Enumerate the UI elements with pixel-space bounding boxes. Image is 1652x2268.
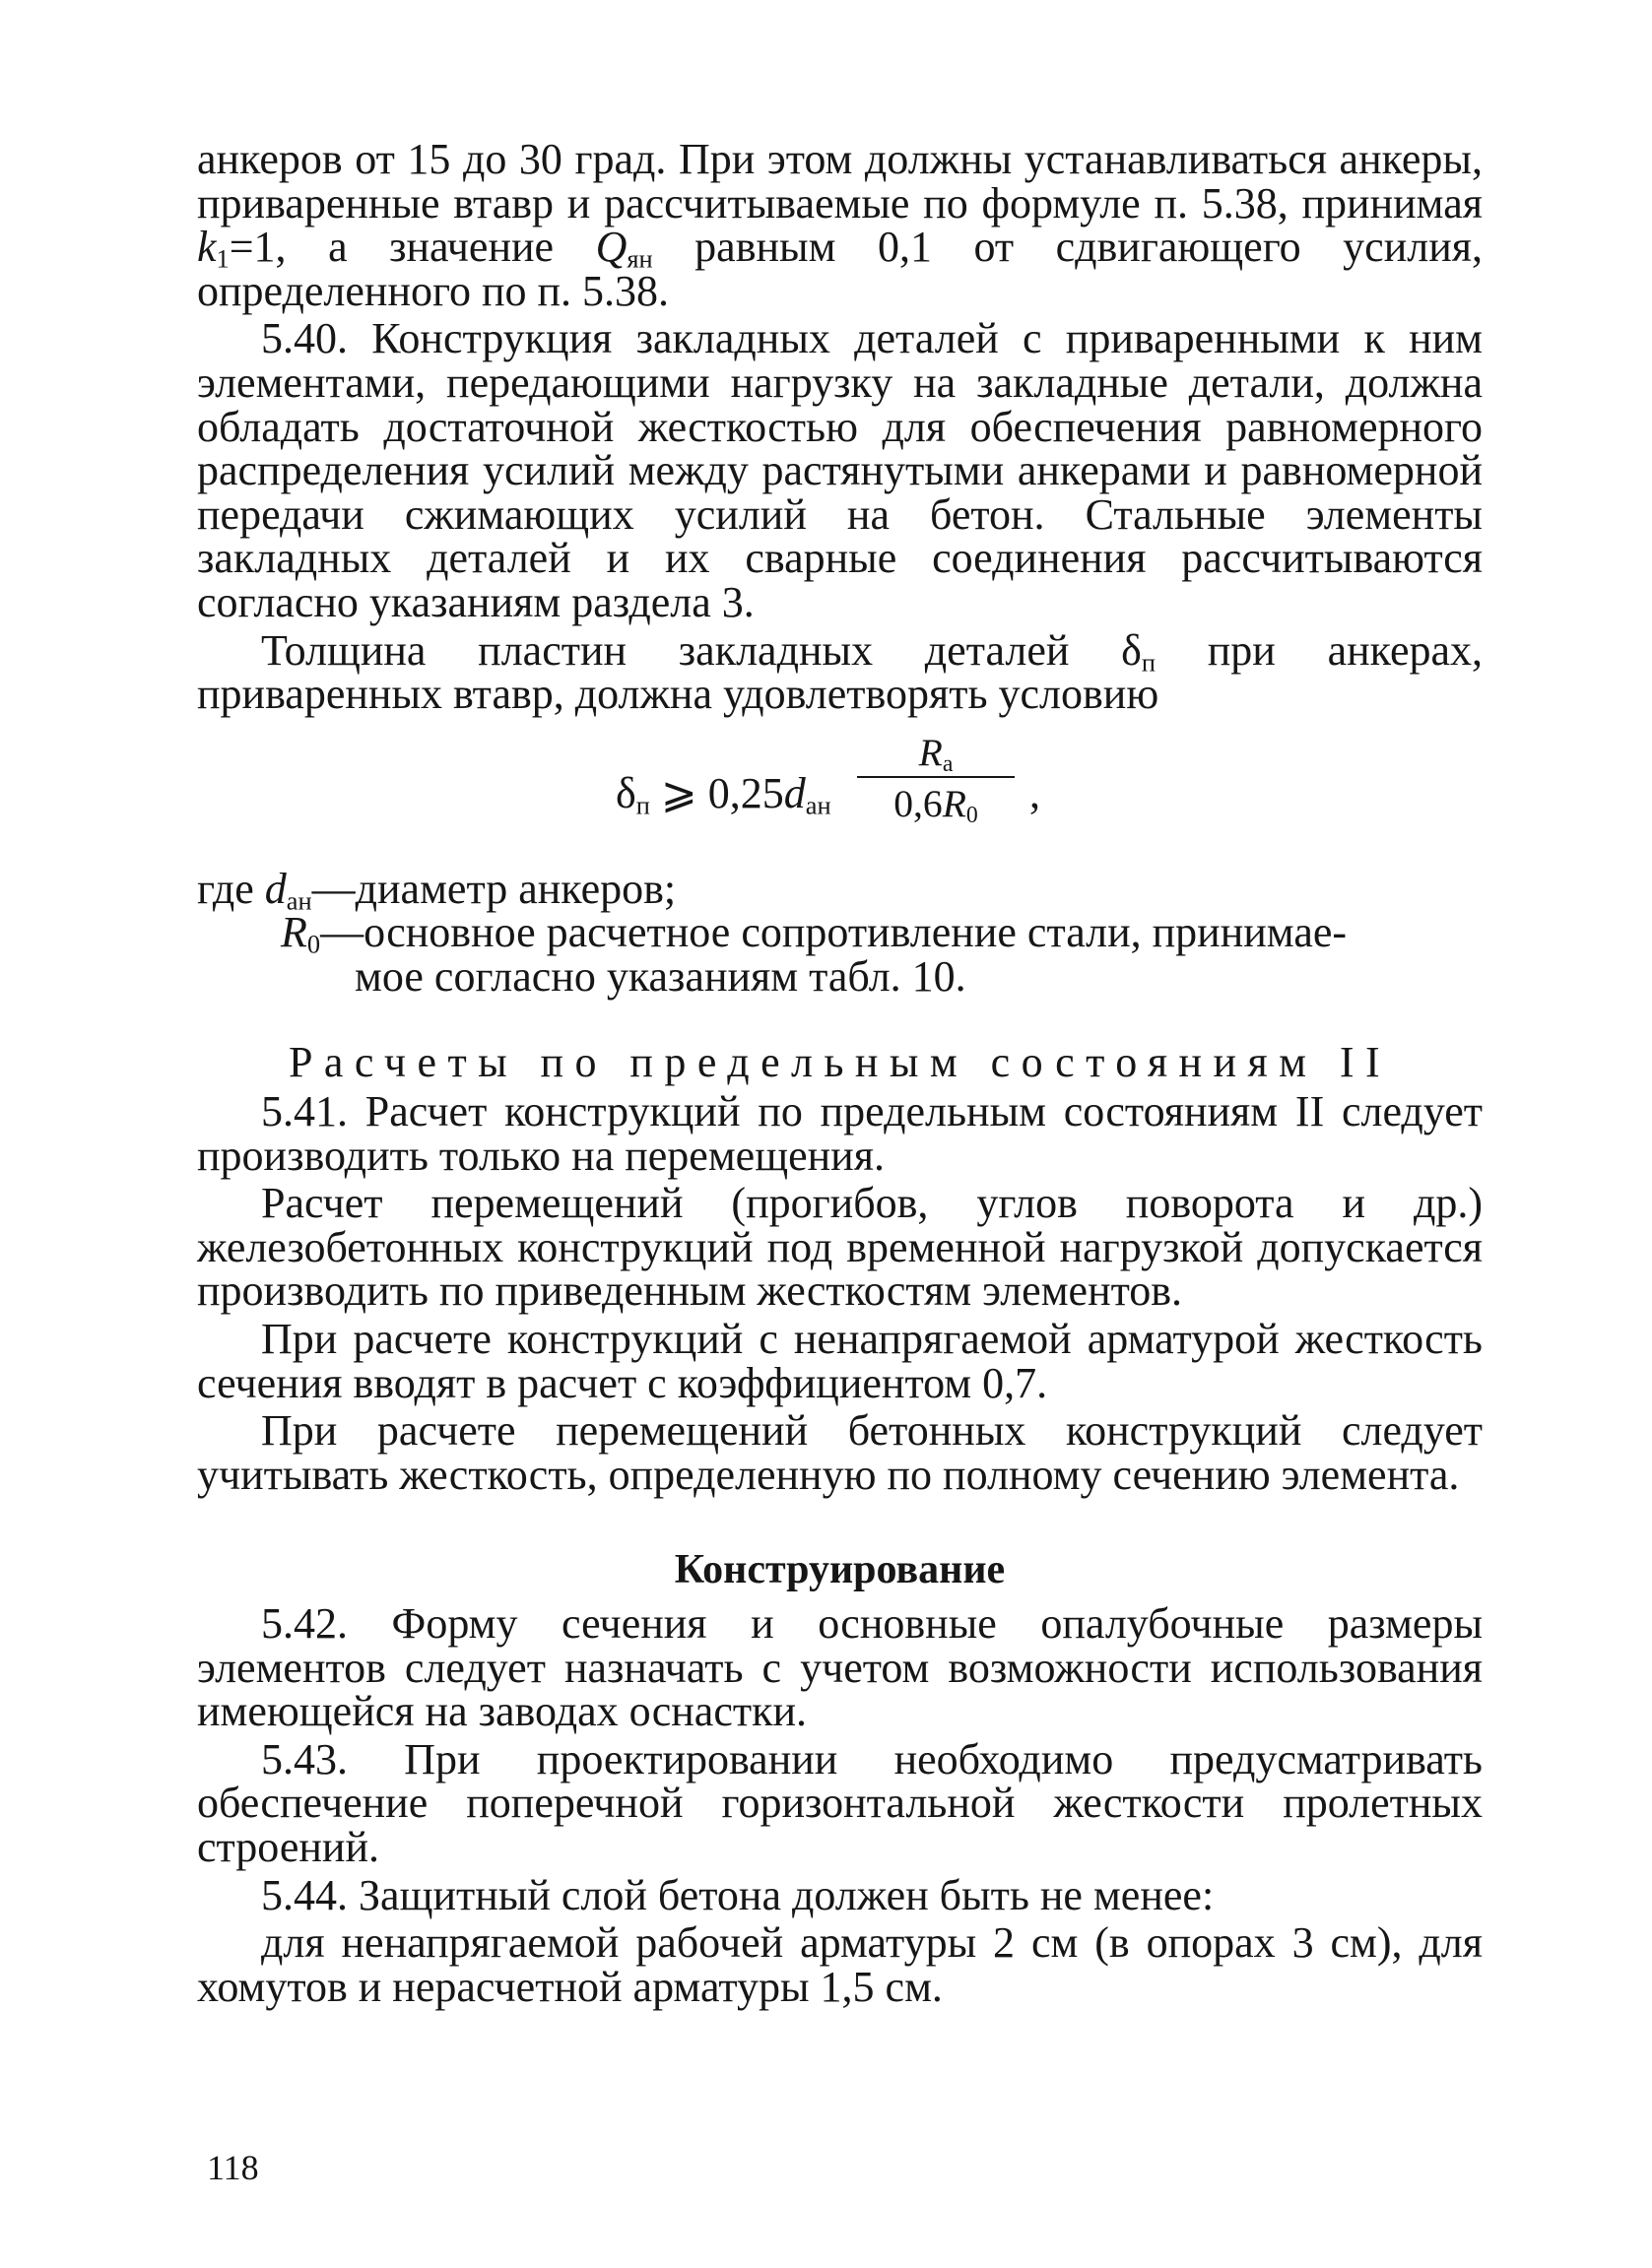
where-r0-cont: мое согласно указаниям табл. 10.: [355, 951, 966, 1001]
paragraph-5-41: 5.41. Расчет конструкций по предельным состояниям II следует производить только на перемещения.: [197, 1087, 1483, 1180]
paragraph-plate-thickness: Толщина пластин закладных деталей $\delta_п$ при анкерах, приваренных втавр, должна удовлетворять условию: [197, 625, 1484, 719]
heading-design: Конструирование: [674, 1547, 1006, 1593]
formula-denominator: $0,6R_0$: [893, 782, 978, 829]
where-block: [197, 864, 1483, 1001]
paragraph-5-42: 5.42. Форму сечения и основные опалубочные размеры элементов следует назначать с учетом возможности использования имеющейся на заводах оснастки.: [197, 1599, 1483, 1736]
paragraph-5-44-values: для ненапрягаемой рабочей арматуры 2 см (в опорах 3 см), для хомутов и нерасчетной арматуры 1,5 см.: [197, 1918, 1483, 2011]
where-d-an: где $d_{ан}—диаметр$ анкеров;: [197, 864, 677, 916]
paragraph-continuation: анкеров от 15 до 30 град. При этом должны устанавливаться анкеры, приваренные втавр и рассчитываемые по формуле п. 5.38, принимая $k_1=1$, а значение $Q_{ян}$ равным 0,1 от сдвигающего усилия, определенного по п. 5.38.: [197, 135, 1483, 315]
paragraph-5-41-stiffness: При расчете конструкций с ненапрягаемой арматурой жесткость сечения вводят в расчет с коэффициентом 0,7.: [197, 1315, 1483, 1407]
section-title: Расчеты по предельным состояниям II: [288, 1037, 1392, 1086]
paragraph-5-40: 5.40. Конструкция закладных деталей с приваренными к ним элементами, передающими нагрузку на закладные детали, должна обладать достаточной жесткостью для обеспечения равномерного распределения усилий между растянутыми анкерами и равномерной передачи сжимающих усилий на бетон. Стальные элементы закладных деталей и их сварные соединения рассчитываются согласно указаниям раздела 3.: [197, 314, 1483, 626]
formula-plate-thickness: [197, 725, 1483, 868]
paragraph-5-43: 5.43. При проектировании необходимо предусматривать обеспечение поперечной горизонтальной жесткости пролетных строений.: [197, 1734, 1483, 1871]
formula-fraction: [857, 730, 1015, 829]
page-number: 118: [207, 2148, 259, 2187]
paragraph-5-41-concrete: При расчете перемещений бетонных конструкций следует учитывать жесткость, определенную по полному сечению элемента.: [197, 1406, 1483, 1499]
formula-lhs: $\delta_п$ ⩾ $0,25d_{ан}$: [616, 768, 831, 820]
page-body: [197, 135, 1484, 2011]
paragraph-5-41-displacements: Расчет перемещений (прогибов, углов поворота и др.) железобетонных конструкций под временной нагрузкой допускается производить по приведенным жесткостям элементов.: [197, 1179, 1483, 1316]
paragraph-5-44: 5.44. Защитный слой бетона должен быть не менее:: [261, 1870, 1215, 1919]
where-r0: $R_0—основное$ расчетное сопротивление стали, принимае-: [281, 908, 1348, 959]
formula-numerator: $R_a$: [918, 730, 954, 777]
formula-comma: ,: [1029, 768, 1040, 817]
